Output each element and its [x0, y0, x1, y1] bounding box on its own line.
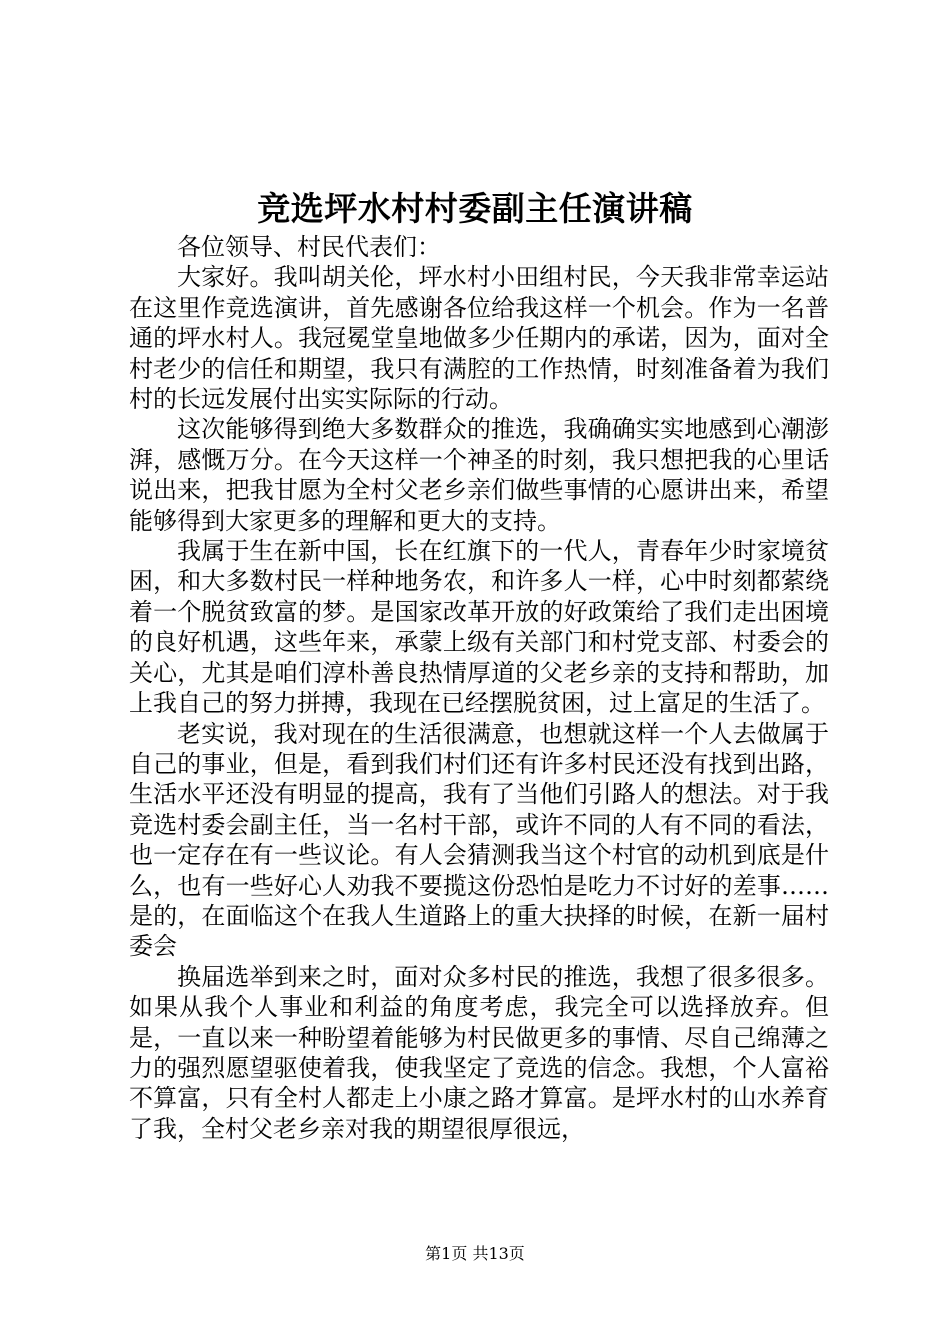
paragraph-greeting: 各位领导、村民代表们： — [177, 233, 441, 261]
paragraph: 我属于生在新中国，长在红旗下的一代人，青春年少时家境贫困，和大多数村民一样种地务农，和许多人一样，心中时刻都萦绕着一个脱贫致富的梦。是国家改革开放的好政策给了我们走出困境的良好机遇，这些年来，承蒙上级有关部门和村党支部、村委会的关心，尤其是咱们淳朴善良热情厚道的父老乡亲的支持和帮助，加上我自己的努力拼搏，我现在已经摆脱贫困，过上富足的生活了。 — [129, 537, 829, 718]
document-title: 竞选坪水村村委副主任演讲稿 — [257, 189, 693, 228]
page-number: 第1页 共13页 — [425, 1244, 525, 1263]
paragraph: 换届选举到来之时，面对众多村民的推选，我想了很多很多。如果从我个人事业和利益的角度考虑，我完全可以选择放弃。但是，一直以来一种盼望着能够为村民做更多的事情、尽自己绵薄之力的强烈愿望驱使着我，使我坚定了竞选的信念。我想，个人富裕不算富，只有全村人都走上小康之路才算富。是坪水村的山水养育了我，全村父老乡亲对我的期望很厚很远， — [129, 962, 829, 1143]
paragraph: 老实说，我对现在的生活很满意，也想就这样一个人去做属于自己的事业，但是，看到我们村们还有许多村民还没有找到出路，生活水平还没有明显的提高，我有了当他们引路人的想法。对于我竞选村委会副主任，当一名村干部，或许不同的人有不同的看法，也一定存在有一些议论。有人会猜测我当这个村官的动机到底是什么，也有一些好心人劝我不要揽这份恐怕是吃力不讨好的差事……是的，在面临这个在我人生道路上的重大抉择的时候，在新一届村委会 — [129, 719, 829, 961]
document-body — [129, 232, 829, 1144]
paragraph: 大家好。我叫胡关伦，坪水村小田组村民，今天我非常幸运站在这里作竞选演讲，首先感谢各位给我这样一个机会。作为一名普通的坪水村人。我冠冕堂皇地做多少任期内的承诺，因为，面对全村老少的信任和期望，我只有满腔的工作热情，时刻准备着为我们村的长远发展付出实实际际的行动。 — [129, 263, 829, 414]
paragraph: 这次能够得到绝大多数群众的推选，我确确实实地感到心潮澎湃，感慨万分。在今天这样一个神圣的时刻，我只想把我的心里话说出来，把我甘愿为全村父老乡亲们做些事情的心愿讲出来，希望能够得到大家更多的理解和更大的支持。 — [129, 415, 829, 535]
